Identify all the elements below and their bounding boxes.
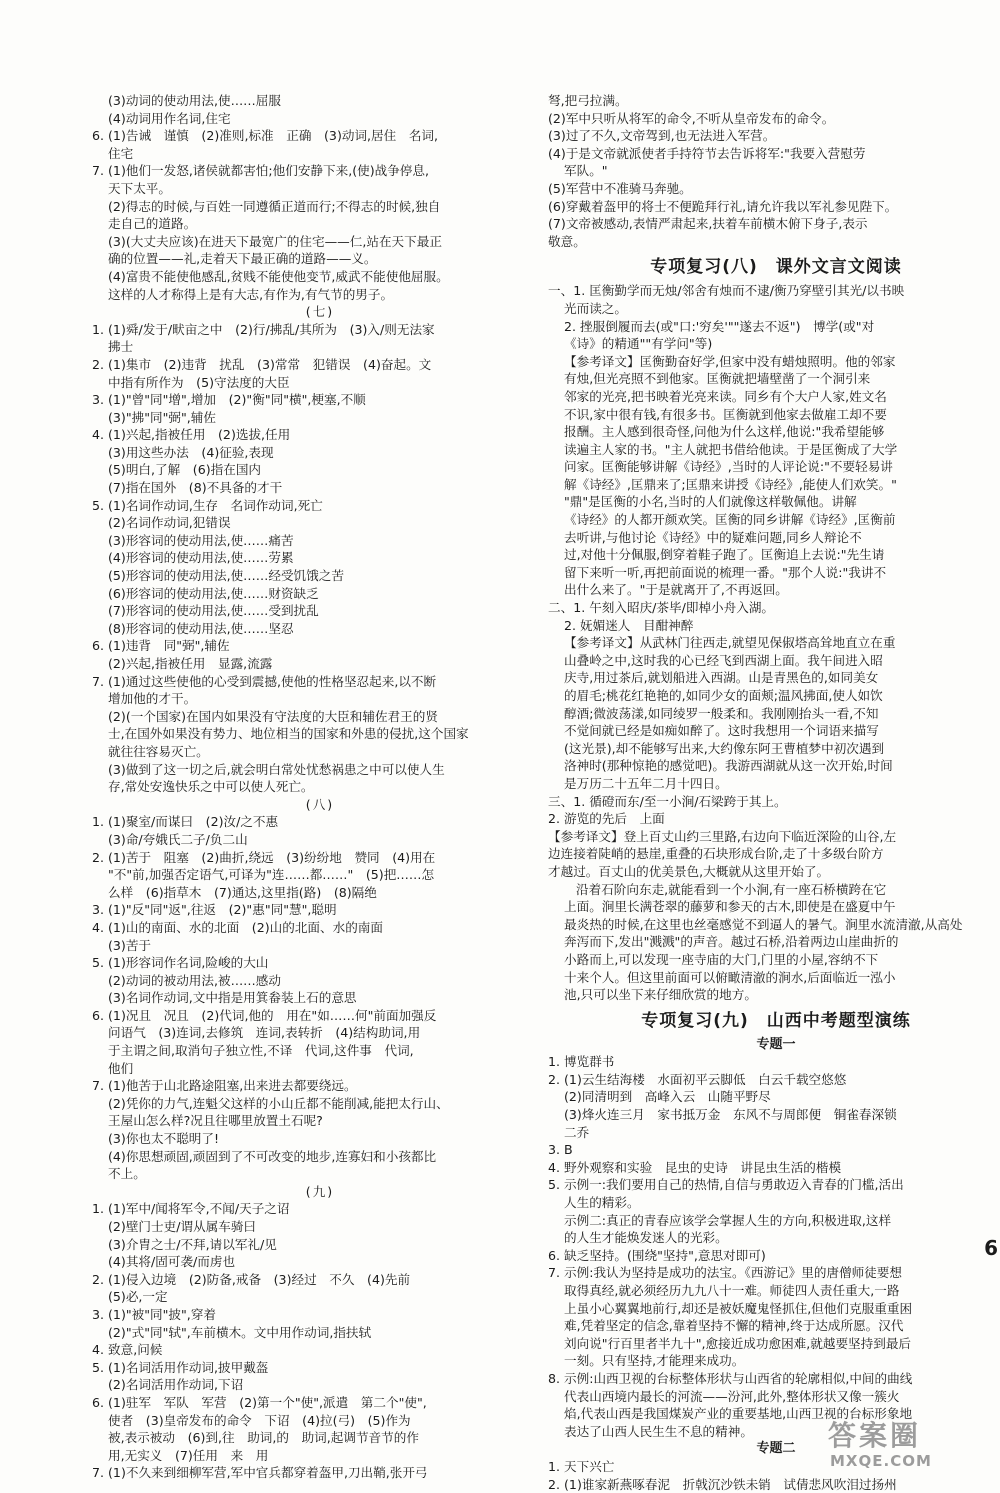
text-line: (2)(一个国家)在国内如果没有守法度的大臣和辅佐君王的贤 [108,708,438,724]
text-line: (2)名词活用作动词,下诏 [108,1377,244,1393]
text-line: "不"前,加强否定语气,可译为"连……都……" (5)把……怎 [108,867,435,883]
text-line: 光而读之。 [564,300,627,316]
text-line: 人生的精彩。 [564,1195,640,1211]
section-heading: 专项复习(九) 山西中考题型演练 [641,1010,911,1031]
text-line: 2. (1)侵入边境 (2)防备,戒备 (3)经过 不久 (4)先前 [92,1271,411,1287]
text-line: 这样的人才称得上是有大志,有作为,有气节的男子。 [108,286,394,302]
text-line: 7. 示例:我认为坚持是成功的法宝。《西游记》里的唐僧师徒要想 [548,1265,902,1281]
text-line: (2)军中只听从将军的命令,不听从皇帝发布的命令。 [548,110,835,126]
text-line: 解《诗经》,匡鼎来了;匡鼎来讲授《诗经》,能使人们欢笑。" [564,476,897,492]
text-line: 士,在国外如果没有势力、地位相当的国家和外患的侵扰,这个国家 [108,726,469,742]
text-line: 王屋山怎么样?况且往哪里放置土石呢? [108,1113,323,1129]
text-line: 不觉间就已经是如痴如醉了。这时我想用一个词语来描写 [564,723,879,739]
text-line: 存,常处安逸快乐之中可以使人死亡。 [108,779,314,795]
text-line: 1. (1)军中/闻将军令,不闻/天子之诏 [92,1201,290,1217]
text-line: 增加他的才干。 [108,691,197,707]
right-column [548,92,1000,1493]
left-column [92,92,548,1482]
text-line: (2)动词的被动用法,被……感动 [108,972,281,988]
text-line: (这光景),却不能够写出来,大约像东阿王曹植梦中初次遇到 [564,740,885,756]
text-line: 就往往容易灭亡。 [108,743,209,759]
text-line: (6)穿戴着盔甲的将士不便跪拜行礼,请允许我以军礼参见陛下。 [548,198,898,214]
text-line: 弩,把弓拉满。 [548,93,628,108]
text-line: 二、1. 午刻入昭庆/茶毕/即棹小舟入湖。 [548,600,775,616]
text-line: (2)得志的时候,与百姓一同遵循正道而行;不得志的时候,独自 [108,198,441,214]
text-line: 三、1. 循磴而东/至一小涧/石梁跨于其上。 [548,793,787,809]
text-line: (7)文帝被感动,表情严肃起来,扶着车前横木俯下身子,表示 [548,216,868,232]
text-line: (2)同清明到 高峰入云 山随平野尽 [564,1089,771,1105]
text-line: (3)苦于 [108,937,152,953]
text-line: (3)命/夸娥氏二子/负二山 [108,831,248,847]
watermark-logo-text: 答案圈 [828,1419,922,1452]
text-line: 1. 天下兴亡 [548,1458,615,1474]
text-line: 确的位置——礼,走着天下最正确的道路——义。 [108,251,377,267]
text-line: (3)做到了这一切之后,就会明白常处忧愁祸患之中可以使人生 [108,761,445,777]
text-line: (4)你思想顽固,顽固到了不可改变的地步,连寡妇和小孩都比 [108,1148,437,1164]
text-line: 5. (1)形容词作名词,险峻的大山 [92,955,269,971]
text-line: 沿着石阶向东走,就能看到一个小涧,有一座石桥横跨在它 [576,881,887,897]
text-line: 【参考译文】登上百丈山约三里路,右边向下临近深险的山谷,左 [548,828,897,844]
text-line: (3)介胄之士/不拜,请以军礼/见 [108,1236,277,1252]
text-line: 庆寺,用过茶后,就划船进入西湖。山是青黑色的,如同美女 [564,670,879,686]
text-line: 难,凭着坚定的信念,靠着坚持不懈的精神,终于达成所愿。汉代 [564,1318,904,1334]
text-line: (5)军营中不准骑马奔驰。 [548,180,692,196]
text-line: (3)形容词的使动用法,使……痛苦 [108,532,294,548]
text-line: 山叠岭之中,这时我的心已经飞到西湖上面。我午间进入昭 [564,652,883,668]
text-line: 6. (1)驻军 军队 军营 (2)第一个"使",派遣 第二个"使", [92,1394,427,1410]
text-line: 1. 博览群书 [548,1054,615,1070]
text-line: 才越过。百丈山的优美景色,大概就从这里开始了。 [548,863,830,879]
text-line: (4)其将/固可袭/而虏也 [108,1254,236,1270]
subsection-heading: (八) [305,796,335,812]
text-line: 用,无实义 (7)任用 来 用 [108,1447,269,1463]
text-line: 二乔 [564,1124,590,1140]
text-line: (2)名词作动词,犯错误 [108,515,231,531]
text-line: 《诗经》的人都开颜欢笑。匡衡的同乡讲解《诗经》,匡衡前 [564,512,896,528]
text-line: 有烛,但光亮照不到他家。匡衡就把墙壁凿了一个洞引来 [564,371,871,387]
text-line: 4. 致意,问候 [92,1342,163,1358]
section-heading: 专项复习(八) 课外文言文阅读 [650,257,902,278]
text-line: (4)动词用作名词,住宅 [108,110,231,126]
text-line: 4. (1)山的南面、水的北面 (2)山的北面、水的南面 [92,919,383,935]
text-line: 军队。" [564,163,608,179]
text-line: 拂士 [108,339,134,355]
text-line: 去听讲,与他讨论《诗经》中的疑难问题,同乡人辩论不 [564,529,862,545]
text-line: 4. 野外观察和实验 昆虫的史诗 讲昆虫生活的楷模 [548,1159,842,1175]
text-line: 醇酒;微波荡漾,如同绫罗一般柔和。我刚刚抬头一看,不知 [564,705,879,721]
text-line: (5)明白,了解 (6)指在国内 [108,462,262,478]
text-line: (2)"式"同"轼",车前横木。文中用作动词,指扶轼 [108,1324,372,1340]
text-line: (3)动词的使动用法,使……屈服 [108,93,281,108]
text-line: 7. (1)他苦于山北路途阻塞,出来进去都要绕远。 [92,1078,357,1094]
text-line: 2. 挫服倒履而去(或"口:'穷矣'""遂去不返") 博学(或"对 [564,318,875,334]
text-line: 被,表示被动 (6)到,往 助词,的 助词,起调节音节的作 [108,1430,419,1446]
text-line: 刘向说"行百里者半九十",愈接近成功愈困难,就越要坚持到最后 [564,1335,912,1351]
text-line: (3)你也太不聪明了! [108,1131,220,1147]
text-line: (7)形容词的使动用法,使……受到扰乱 [108,603,319,619]
text-line: 示例二:真正的青春应该学会掌握人生的方向,积极进取,这样 [564,1212,892,1228]
text-line: 取得真经,就必须经历九九八十一难。师徒四人责任重大,一路 [564,1283,900,1298]
text-line: (4)富贵不能使他感乱,贫贱不能使他变节,威武不能使他屈服。 [108,268,449,284]
text-line: 敬意。 [548,233,586,249]
text-line: (5)形容词的使动用法,使……经受饥饿之苦 [108,568,344,584]
text-line: (3)烽火连三月 家书抵万金 东风不与周郎便 铜雀春深锁 [564,1107,897,1123]
text-line: 6. (1)违背 同"弼",辅佐 [92,638,230,654]
text-line: 十来个人。但这里前面可以俯瞰清澈的涧水,后面临近一泓小 [564,969,896,985]
text-line: 上虽小心翼翼地前行,却还是被妖魔鬼怪抓住,但他们克服重重困 [564,1300,913,1316]
text-line: 5. 示例一:我们要用自己的热情,自信与勇敢迈入青春的门槛,活出 [548,1177,904,1193]
text-line: 《诗》的精通""有学问"等) [564,336,713,352]
text-line: 2. 妩媚迷人 目酣神醉 [564,617,694,633]
text-line: 他们 [108,1060,134,1076]
text-line: 上面。涧里长满苍翠的藤萝和参天的古木,即使是在盛夏中午 [564,899,896,915]
text-line: 过,对他十分佩服,倒穿着鞋子跑了。匡衡追上去说:"先生请 [564,547,885,563]
text-line: 奔泻而下,发出"溅溅"的声音。越过石桥,沿着两边山崖曲折的 [564,934,899,950]
text-line: 3. (1)"反"同"返",往返 (2)"惠"同"慧",聪明 [92,902,337,918]
text-line: 代表山西境内最长的河流——汾河,此外,整体形状又像一簇火 [564,1388,900,1404]
text-line: 2. (1)云生结海楼 水面初平云脚低 白云千载空悠悠 [548,1071,847,1087]
text-line: 3. (1)"曾"同"增",增加 (2)"衡"同"横",梗塞,不顺 [92,392,366,408]
text-line: 中指有所作为 (5)守法度的大臣 [108,374,290,390]
text-line: 小路而上,可以发现一座寺庙的大门,门里的小屋,容纳不下 [564,951,879,967]
text-line: 2. 游览的先后 上面 [548,811,665,827]
text-line: 6. 缺乏坚持。(围绕"坚持",意思对即可) [548,1247,766,1263]
text-line: 2. (1)苦于 阻塞 (2)曲折,绕远 (3)纷纷地 赞同 (4)用在 [92,849,436,865]
text-line: (2)壁门士吏/谓从属车骑曰 [108,1219,257,1234]
text-line: (6)形容词的使动用法,使……财资缺乏 [108,585,319,601]
text-line: 报酬。主人感到很奇怪,问他为什么这样,他说:"我希望能够 [564,424,885,440]
text-line: (7)指在国外 (8)不具备的才干 [108,480,283,496]
text-line: 住宅 [108,145,134,161]
text-line: (3)"拂"同"弼",辅佐 [108,409,216,425]
text-line: 【参考译文】从武林门往西走,就望见保俶塔高耸地直立在重 [564,635,896,651]
text-line: (2)兴起,指被任用 显露,流露 [108,656,273,671]
text-line: 7. (1)不久来到细柳军营,军中官兵都穿着盔甲,刀出鞘,张开弓 [92,1465,428,1481]
text-line: 于主谓之间,取消句子独立性,不译 代词,这件事 代词, [108,1043,414,1059]
text-line: 的人生才能焕发迷人的光彩。 [564,1230,728,1246]
subsection-heading: (九) [305,1183,335,1199]
text-line: 走自己的道路。 [108,216,197,232]
text-line: 2. (1)谁家新燕啄春泥 折戟沉沙铁未销 试倩悲风吹泪过扬州 [548,1476,897,1492]
text-line: 1. (1)舜/发于/畎亩之中 (2)行/拂乱/其所为 (3)入/则无法家 [92,321,435,337]
subsection-heading: (七) [305,304,335,320]
text-line: 【参考译文】匡衡勤奋好学,但家中没有蜡烛照明。他的邻家 [564,353,896,369]
text-line: (5)必,一定 [108,1289,168,1305]
text-line: (3)(大丈夫应该)在进天下最宽广的住宅——仁,站在天下最正 [108,233,442,249]
text-line: 问家。匡衡能够讲解《诗经》,当时的人评论说:"不要轻易讲 [564,459,893,475]
subsection-heading: 专题二 [756,1441,796,1457]
text-line: 使者 (3)皇帝发布的命令 下诏 (4)拉(弓) (5)作为 [108,1412,411,1428]
text-line: 表达了山西人民生生不息的精神。 [564,1423,753,1439]
text-line: 2. (1)集市 (2)违背 扰乱 (3)常常 犯错误 (4)奋起。文 [92,356,432,372]
text-line: 一刻。只有坚持,才能理来成功。 [564,1353,745,1369]
text-line: 3. (1)"被"同"披",穿着 [92,1306,217,1322]
text-line: 问语气 (3)连词,去修筑 连词,表转折 (4)结构助词,用 [108,1025,421,1041]
text-line: 读遍主人家的书。"主人就把书借给他读。于是匡衡成了大学 [564,441,898,457]
text-line: 么样 (6)指草木 (7)通达,这里指(路) (8)隔绝 [108,884,377,900]
subsection-heading: 专题一 [756,1036,796,1052]
text-line: (4)形容词的使动用法,使……劳累 [108,550,294,566]
text-line: 不上。 [108,1166,146,1182]
text-line: (3)名词作动词,文中指是用箕畚装上石的意思 [108,990,357,1006]
text-line: 7. (1)通过这些使他的心受到震撼,使他的性格坚忍起来,以不断 [92,673,437,689]
text-line: 邻家的光亮,把书映着光亮来读。同乡有个大户人家,姓文名 [564,388,887,404]
text-line: 6. (1)告诫 谨慎 (2)准则,标准 正确 (3)动词,居住 名词, [92,128,439,144]
text-line: 一、1. 匡衡勤学而无烛/邻舍有烛而不逮/衡乃穿壁引其光/以书映 [548,283,905,299]
text-line: 7. (1)他们一发怒,诸侯就都害怕;他们安静下来,(使)战争停息, [92,163,429,179]
text-line: 的眉毛;桃花红艳艳的,如同少女的面颊;温风拂面,使人如饮 [564,688,883,703]
text-line: 是万历二十五年二月十四日。 [564,775,728,791]
text-line: 6. (1)况且 况且 (2)代词,他的 用在"如……何"前面加强反 [92,1007,437,1023]
text-line: 焰,代表山西是我国煤炭产业的重要基地,山西卫视的台标形象地 [564,1406,913,1422]
text-line: (3)过了不久,文帝驾到,也无法进入军营。 [548,128,776,144]
text-line: 天下太平。 [108,180,171,196]
text-line: "鼎"是匡衡的小名,当时的人们就像这样敬佩他。讲解 [564,494,857,510]
text-line: (2)凭你的力气,连魁父这样的小山丘都不能削减,能把太行山、 [108,1095,449,1111]
text-line: 洛神时(那种惊艳的感觉吧)。我游西湖就从这一次开始,时间 [564,758,893,774]
watermark-url: MXQE.COM [830,1452,932,1470]
text-line: (3)用这些办法 (4)征验,表现 [108,444,274,460]
text-line: 出什么来了。"于是就离开了,不再返回。 [564,582,788,598]
text-line: 1. (1)聚室/而谋曰 (2)汝/之不惠 [92,814,279,830]
text-line: (4)于是文帝就派使者手持符节去告诉将军:"我要入营慰劳 [548,145,866,161]
text-line: 池,只可以坐下来仔细欣赏的地方。 [564,987,757,1003]
text-line: 8. 示例:山西卫视的台标整体形状与山西省的轮廓相似,中间的曲线 [548,1370,913,1386]
page-number: 6 [984,1236,998,1260]
text-line: (8)形容词的使动用法,使……坚忍 [108,620,294,636]
text-line: 最炎热的时候,在这里也丝毫感觉不到逼人的暑气。涧里水流清澈,从高处 [564,916,963,932]
text-line: 留下来听一听,再把前面说的梳理一番。"那个人说:"我讲不 [564,564,887,580]
text-line: 边连接着陡峭的悬崖,重叠的石块形成台阶,走了十多级台阶方 [548,846,884,862]
text-line: 5. (1)名词作动词,生存 名词作动词,死亡 [92,497,323,513]
text-line: 5. (1)名词活用作动词,披甲戴盔 [92,1359,269,1375]
watermark-logo [794,1412,1000,1471]
text-line: 不识,家中很有钱,有很多书。匡衡就到他家去做雇工却不要 [564,406,887,422]
text-line: 4. (1)兴起,指被任用 (2)选拔,任用 [92,427,291,443]
text-line: 3. B [548,1142,573,1158]
